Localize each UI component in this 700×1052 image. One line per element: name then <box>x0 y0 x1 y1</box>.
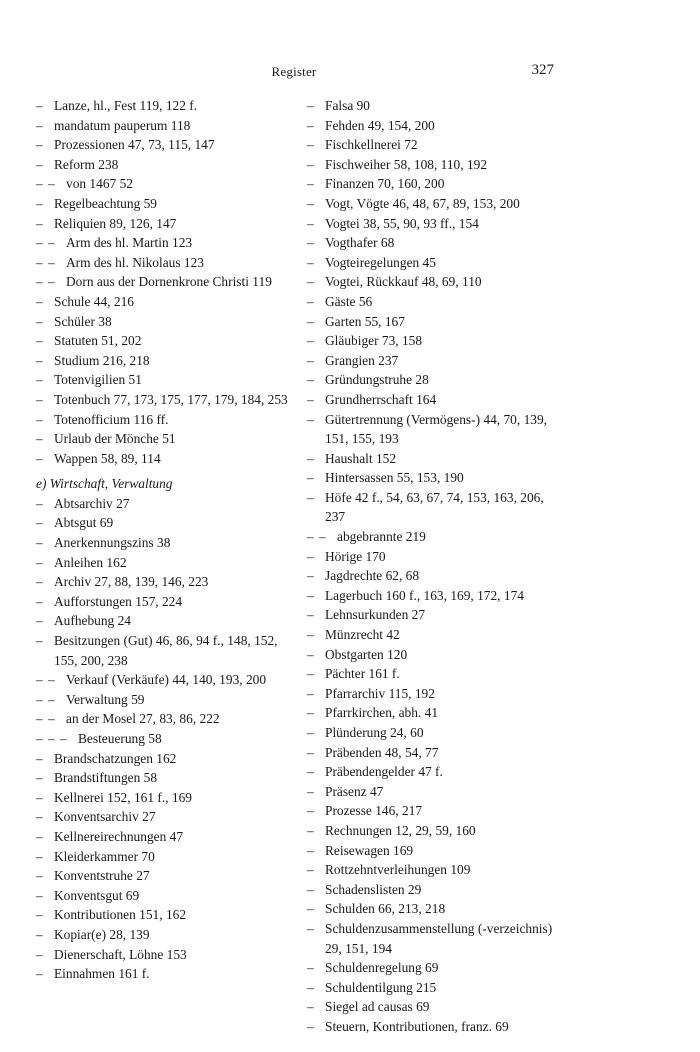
index-entry <box>307 703 557 723</box>
index-entry <box>307 762 557 782</box>
entry-dash: – <box>307 920 314 936</box>
entry-dash: – <box>36 137 43 153</box>
entry-text: Aufforstungen 157, 224 <box>54 593 183 609</box>
entry-text: Dienerschaft, Löhne 153 <box>54 946 187 962</box>
entry-dash: – <box>36 293 43 309</box>
index-entry <box>307 233 557 253</box>
entry-dash: – <box>36 313 43 329</box>
entry-text: Studium 216, 218 <box>54 352 150 368</box>
entry-text: Kellnereirechnungen 47 <box>54 828 184 844</box>
index-entry <box>36 174 292 194</box>
entry-text: Abtsarchiv 27 <box>54 495 130 511</box>
entry-dash: – <box>307 725 314 740</box>
entry-dash: – <box>36 750 43 766</box>
entry-dash: – <box>36 907 43 923</box>
entry-text: Anleihen 162 <box>54 554 127 570</box>
entry-dash: – <box>319 529 326 545</box>
entry-dash: – <box>307 98 314 113</box>
entry-dash: – <box>36 711 43 727</box>
entry-text: Dorn aus der Dornenkrone Christi 119 <box>66 274 272 290</box>
entry-text: Verkauf (Verkäufe) 44, 140, 193, 200 <box>66 672 267 688</box>
index-entry <box>307 370 557 390</box>
entry-text: Vogthafer 68 <box>325 235 395 251</box>
index-entry <box>307 841 557 861</box>
index-entry <box>36 709 292 729</box>
entry-dash: – <box>307 607 314 623</box>
index-entry <box>36 214 292 234</box>
entry-dash: – <box>307 842 314 858</box>
entry-dash: – <box>36 770 43 786</box>
entry-dash: – <box>307 117 314 133</box>
entry-dash: – <box>48 691 55 707</box>
index-entry <box>307 978 557 998</box>
index-entry <box>307 958 557 978</box>
entry-text: Präbenden 48, 54, 77 <box>325 744 439 760</box>
entry-text: Reisewagen 169 <box>325 842 414 858</box>
entry-text: Vogteiregelungen 45 <box>325 254 436 270</box>
index-entry <box>307 135 557 155</box>
index-entry <box>36 611 292 631</box>
entry-text: Brandstiftungen 58 <box>54 770 158 786</box>
entry-dash: – <box>307 666 314 682</box>
index-entry <box>307 312 557 332</box>
entry-dash: – <box>36 156 43 172</box>
entry-dash: – <box>307 862 314 878</box>
index-entry <box>307 174 557 194</box>
entry-dash: – <box>307 881 314 897</box>
entry-text: mandatum pauperum 118 <box>54 117 191 133</box>
index-column-left <box>36 96 292 984</box>
index-entry <box>307 880 557 900</box>
entry-dash: – <box>36 98 43 113</box>
index-entry <box>307 664 557 684</box>
entry-dash: – <box>36 946 43 962</box>
index-entry <box>36 592 292 612</box>
entry-dash: – <box>307 764 314 780</box>
index-entry <box>307 723 557 743</box>
entry-text: Einnahmen 161 f. <box>54 966 150 982</box>
entry-text: Fischkellnerei 72 <box>325 137 418 153</box>
page-number: 327 <box>531 62 554 78</box>
index-entry <box>36 272 292 292</box>
index-entry <box>36 768 292 788</box>
entry-text: Grangien 237 <box>325 352 399 368</box>
entry-dash: – <box>307 901 314 917</box>
entry-dash: – <box>48 672 55 688</box>
index-entry <box>36 292 292 312</box>
entry-text: Schuldentilgung 215 <box>325 979 437 995</box>
entry-dash: – <box>307 979 314 995</box>
entry-dash: – <box>60 731 67 746</box>
entry-dash: – <box>48 731 55 746</box>
entry-dash: – <box>48 235 55 251</box>
entry-dash: – <box>36 789 43 805</box>
entry-dash: – <box>36 691 43 707</box>
index-entry <box>36 370 292 390</box>
index-entry <box>307 821 557 841</box>
entry-dash: – <box>307 274 314 290</box>
index-entry <box>307 899 557 919</box>
index-entry <box>307 390 557 410</box>
index-entry <box>36 253 292 273</box>
index-entry <box>307 782 557 802</box>
entry-text: an der Mosel 27, 83, 86, 222 <box>66 711 220 727</box>
entry-dash: – <box>36 333 43 349</box>
index-entry <box>36 194 292 214</box>
entry-dash: – <box>307 822 314 838</box>
index-entry <box>36 513 292 533</box>
index-entry <box>36 905 292 925</box>
entry-dash: – <box>36 848 43 864</box>
running-title: Register <box>271 64 317 79</box>
index-entry <box>307 468 557 488</box>
entry-text: Pfarrkirchen, abh. 41 <box>325 705 439 721</box>
entry-dash: – <box>36 731 43 746</box>
entry-dash: – <box>307 705 314 721</box>
index-entry <box>307 449 557 469</box>
index-entry <box>307 645 557 665</box>
entry-dash: – <box>307 391 314 407</box>
entry-dash: – <box>36 274 43 290</box>
entry-dash: – <box>307 293 314 309</box>
entry-dash: – <box>36 195 43 211</box>
entry-dash: – <box>307 646 314 662</box>
entry-dash: – <box>307 411 314 427</box>
entry-text: Rechnungen 12, 29, 59, 160 <box>325 822 476 838</box>
entry-text: Schuldenregelung 69 <box>325 960 439 976</box>
entry-dash: – <box>307 313 314 329</box>
index-entry <box>36 807 292 827</box>
index-entry <box>307 547 557 567</box>
entry-dash: – <box>307 235 314 251</box>
entry-dash: – <box>307 999 314 1015</box>
entry-dash: – <box>307 176 314 192</box>
entry-dash: – <box>307 1018 314 1034</box>
entry-text: Gäste 56 <box>325 293 373 309</box>
index-entry <box>36 155 292 175</box>
entry-text: Statuten 51, 202 <box>54 333 142 349</box>
entry-dash: – <box>48 254 55 270</box>
section-heading: e) Wirtschaft, Verwaltung <box>36 476 173 492</box>
entry-text: Gläubiger 73, 158 <box>325 333 423 349</box>
index-entry <box>307 801 557 821</box>
entry-text: Kopiar(e) 28, 139 <box>54 926 150 942</box>
index-entry <box>307 488 557 527</box>
entry-text: von 1467 52 <box>66 176 133 192</box>
entry-text: Totenvigilien 51 <box>54 372 142 388</box>
entry-text: Präbendengelder 47 f. <box>325 764 443 780</box>
entry-text: Obstgarten 120 <box>325 646 408 662</box>
entry-text: Schuldenzusammenstellung (-verzeichnis) 29, 151, 194 <box>325 920 553 956</box>
entry-text: Fehden 49, 154, 200 <box>325 117 435 133</box>
entry-dash: – <box>36 450 43 466</box>
entry-text: Pächter 161 f. <box>325 666 400 682</box>
entry-dash: – <box>307 215 314 231</box>
entry-text: Reform 238 <box>54 156 119 172</box>
index-entry <box>307 997 557 1017</box>
entry-dash: – <box>36 235 43 251</box>
index-entry <box>307 155 557 175</box>
entry-text: Gründungstruhe 28 <box>325 372 429 388</box>
entry-text: Kellnerei 152, 161 f., 169 <box>54 789 192 805</box>
index-entry <box>36 116 292 136</box>
entry-text: Wappen 58, 89, 114 <box>54 450 161 466</box>
entry-text: Hintersassen 55, 153, 190 <box>325 470 464 486</box>
index-entry <box>36 494 292 514</box>
index-entry <box>36 312 292 332</box>
index-entry <box>36 729 292 749</box>
entry-text: Münzrecht 42 <box>325 627 400 643</box>
entry-dash: – <box>307 685 314 701</box>
entry-text: Vogtei 38, 55, 90, 93 ff., 154 <box>325 215 479 231</box>
entry-dash: – <box>307 333 314 349</box>
entry-text: Siegel ad causas 69 <box>325 999 430 1015</box>
entry-text: Schulden 66, 213, 218 <box>325 901 446 917</box>
entry-text: Prozesse 146, 217 <box>325 803 423 819</box>
entry-text: Rottzehntverleihungen 109 <box>325 862 471 878</box>
entry-text: Präsenz 47 <box>325 783 384 799</box>
entry-text: abgebrannte 219 <box>337 529 426 545</box>
entry-text: Schule 44, 216 <box>54 293 134 309</box>
entry-dash: – <box>36 828 43 844</box>
entry-dash: – <box>36 431 43 447</box>
entry-dash: – <box>48 176 55 192</box>
index-entry <box>36 690 292 710</box>
index-entry <box>307 331 557 351</box>
entry-text: Vogt, Vögte 46, 48, 67, 89, 153, 200 <box>325 195 520 211</box>
entry-dash: – <box>36 495 43 511</box>
index-entry <box>307 214 557 234</box>
entry-dash: – <box>36 672 43 688</box>
entry-dash: – <box>36 254 43 270</box>
entry-text: Arm des hl. Martin 123 <box>66 235 193 251</box>
entry-dash: – <box>36 554 43 570</box>
entry-text: Lehnsurkunden 27 <box>325 607 426 623</box>
entry-dash: – <box>307 352 314 368</box>
index-entry <box>307 410 557 449</box>
entry-text: Falsa 90 <box>325 98 371 113</box>
index-entry <box>36 788 292 808</box>
entry-dash: – <box>36 515 43 531</box>
entry-dash: – <box>36 887 43 903</box>
entry-dash: – <box>36 613 43 629</box>
entry-text: Lanze, hl., Fest 119, 122 f. <box>54 98 198 113</box>
index-entry <box>36 331 292 351</box>
index-entry <box>307 1017 557 1037</box>
entry-text: Archiv 27, 88, 139, 146, 223 <box>54 574 209 590</box>
index-entry <box>307 272 557 292</box>
index-entry <box>36 866 292 886</box>
entry-text: Garten 55, 167 <box>325 313 405 329</box>
index-column-right <box>307 96 557 1037</box>
index-entry <box>36 533 292 553</box>
index-entry <box>36 429 292 449</box>
running-head <box>0 62 700 82</box>
entry-text: Plünderung 24, 60 <box>325 725 424 740</box>
entry-dash: – <box>307 195 314 211</box>
entry-text: Kontributionen 151, 162 <box>54 907 187 923</box>
entry-text: Regelbeachtung 59 <box>54 195 157 211</box>
entry-dash: – <box>36 411 43 427</box>
entry-text: Haushalt 152 <box>325 450 397 466</box>
index-entry <box>36 886 292 906</box>
index-entry <box>307 194 557 214</box>
entry-dash: – <box>307 156 314 172</box>
entry-dash: – <box>307 137 314 153</box>
entry-text: Grundherrschaft 164 <box>325 391 437 407</box>
entry-text: Aufhebung 24 <box>54 613 131 629</box>
entry-text: Totenbuch 77, 173, 175, 177, 179, 184, 253 <box>54 391 288 407</box>
entry-text: Brandschatzungen 162 <box>54 750 177 766</box>
entry-dash: – <box>307 568 314 584</box>
index-entry <box>36 449 292 469</box>
index-entry <box>307 625 557 645</box>
entry-dash: – <box>36 574 43 590</box>
entry-text: Verwaltung 59 <box>66 691 145 707</box>
entry-dash: – <box>36 176 43 192</box>
entry-dash: – <box>36 633 43 649</box>
entry-text: Lagerbuch 160 f., 163, 169, 172, 174 <box>325 587 524 603</box>
index-entry <box>36 749 292 769</box>
index-entry <box>36 945 292 965</box>
index-entry <box>307 527 557 547</box>
entry-text: Gütertrennung (Vermögens-) 44, 70, 139, 151, 155, 193 <box>325 411 548 447</box>
index-entry <box>36 847 292 867</box>
entry-dash: – <box>36 809 43 825</box>
index-entry <box>307 743 557 763</box>
entry-text: Höfe 42 f., 54, 63, 67, 74, 153, 163, 206, 237 <box>325 489 544 525</box>
entry-text: Schadenslisten 29 <box>325 881 422 897</box>
entry-dash: – <box>36 593 43 609</box>
entry-dash: – <box>36 352 43 368</box>
index-entry <box>36 827 292 847</box>
index-entry <box>307 860 557 880</box>
entry-text: Fischweiher 58, 108, 110, 192 <box>325 156 488 172</box>
entry-dash: – <box>307 548 314 564</box>
entry-text: Totenofficium 116 ff. <box>54 411 169 427</box>
entry-dash: – <box>307 470 314 486</box>
entry-text: Reliquien 89, 126, 147 <box>54 215 177 231</box>
entry-dash: – <box>48 274 55 290</box>
entry-dash: – <box>36 391 43 407</box>
entry-dash: – <box>307 960 314 976</box>
entry-text: Besteuerung 58 <box>78 731 162 746</box>
index-entry <box>36 572 292 592</box>
index-entry <box>36 670 292 690</box>
entry-text: Hörige 170 <box>325 548 386 564</box>
index-entry <box>307 586 557 606</box>
entry-text: Steuern, Kontributionen, franz. 69 <box>325 1018 509 1034</box>
entry-dash: – <box>307 744 314 760</box>
entry-text: Konventstruhe 27 <box>54 868 150 884</box>
index-entry <box>36 96 292 116</box>
index-entry <box>36 410 292 430</box>
index-entry <box>36 553 292 573</box>
index-entry <box>307 253 557 273</box>
entry-dash: – <box>36 535 43 551</box>
index-entry <box>307 684 557 704</box>
entry-dash: – <box>36 926 43 942</box>
entry-dash: – <box>307 587 314 603</box>
entry-dash: – <box>36 117 43 133</box>
entry-text: Abtsgut 69 <box>54 515 114 531</box>
entry-text: Anerkennungszins 38 <box>54 535 171 551</box>
entry-text: Urlaub der Mönche 51 <box>54 431 176 447</box>
index-entry <box>307 116 557 136</box>
entry-text: Pfarrarchiv 115, 192 <box>325 685 435 701</box>
entry-dash: – <box>307 627 314 643</box>
entry-text: Vogtei, Rückkauf 48, 69, 110 <box>325 274 482 290</box>
entry-text: Arm des hl. Nikolaus 123 <box>66 254 204 270</box>
entry-text: Schüler 38 <box>54 313 112 329</box>
index-entry <box>307 292 557 312</box>
entry-dash: – <box>36 372 43 388</box>
entry-text: Konventsgut 69 <box>54 887 140 903</box>
index-entry <box>307 96 557 116</box>
entry-text: Finanzen 70, 160, 200 <box>325 176 445 192</box>
index-entry <box>36 964 292 984</box>
entry-dash: – <box>307 254 314 270</box>
index-entry <box>36 233 292 253</box>
entry-text: Besitzungen (Gut) 46, 86, 94 f., 148, 152, 155, 200, 238 <box>54 633 278 668</box>
index-entry <box>307 351 557 371</box>
entry-dash: – <box>307 450 314 466</box>
index-entry <box>307 919 557 958</box>
entry-dash: – <box>36 215 43 231</box>
entry-dash: – <box>307 803 314 819</box>
index-entry <box>36 925 292 945</box>
entry-dash: – <box>307 372 314 388</box>
entry-dash: – <box>307 529 314 545</box>
entry-dash: – <box>307 783 314 799</box>
entry-dash: – <box>307 489 314 505</box>
entry-text: Prozessionen 47, 73, 115, 147 <box>54 137 215 153</box>
entry-text: Kleiderkammer 70 <box>54 848 155 864</box>
index-entry <box>36 390 292 410</box>
index-entry <box>36 135 292 155</box>
entry-dash: – <box>48 711 55 727</box>
entry-text: Jagdrechte 62, 68 <box>325 568 420 584</box>
entry-text: Konventsarchiv 27 <box>54 809 156 825</box>
index-entry <box>36 351 292 371</box>
entry-dash: – <box>36 868 43 884</box>
index-entry <box>36 631 292 670</box>
index-entry <box>307 566 557 586</box>
entry-dash: – <box>36 966 43 982</box>
index-entry <box>307 605 557 625</box>
